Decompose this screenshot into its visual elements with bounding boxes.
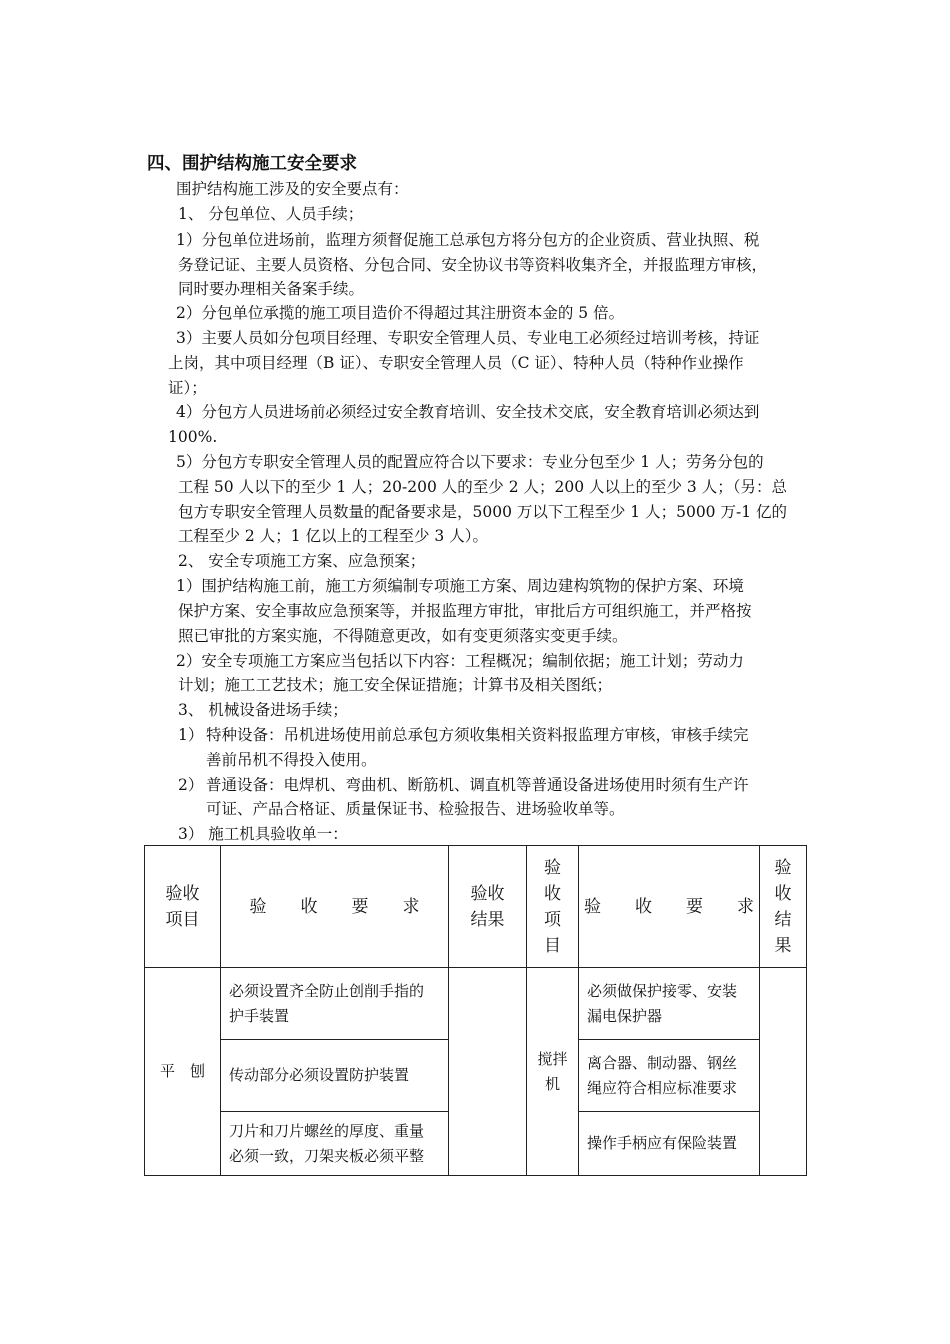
p1-5-line: 工程至少 2 人；1 亿以上的工程至少 3 人）。: [178, 527, 488, 545]
result-cell: [760, 968, 807, 1176]
p1-4-line: 100%.: [168, 428, 218, 446]
requirement-cell: 必须做保护接零、安装 漏电保护器: [579, 968, 760, 1040]
p1-2-text: 2）分包单位承揽的施工项目造价不得超过其注册资本金的 5 倍。: [176, 304, 625, 322]
header-result-2: 验 收 结 果: [760, 846, 807, 968]
category-mixer: 搅拌 机: [527, 968, 579, 1176]
sec1-title: 1、 分包单位、人员手续；: [178, 205, 364, 223]
p2-2-line: 计划；施工工艺技术；施工安全保证措施；计算书及相关图纸；: [178, 676, 613, 694]
requirement-cell: 必须设置齐全防止创削手指的 护手装置: [221, 968, 449, 1040]
sec2-title: 2、 安全专项施工方案、应急预案；: [178, 552, 426, 570]
inspection-table: [144, 845, 807, 1176]
p3-2-line: 可证、产品合格证、质量保证书、检验报告、进场验收单等。: [206, 800, 625, 818]
requirement-cell: 离合器、制动器、钢丝 绳应符合相应标准要求: [579, 1040, 760, 1112]
p3-1-number: 1）: [178, 726, 204, 744]
requirement-cell: 操作手柄应有保险装置: [579, 1112, 760, 1176]
intro-text: 围护结构施工涉及的安全要点有：: [176, 180, 409, 198]
p1-1-line: 同时要办理相关备案手续。: [178, 280, 365, 298]
requirement-cell: 刀片和刀片螺丝的厚度、重量 必须一致，刀架夹板必须平整: [221, 1112, 449, 1176]
section-heading: 四、围护结构施工安全要求: [147, 154, 357, 174]
header-result: 验收 结果: [449, 846, 527, 968]
p3-2-line: 普通设备：电焊机、弯曲机、断筋机、调直机等普通设备进场使用时须有生产许: [206, 776, 749, 794]
p1-1-line: 务登记证、主要人员资格、分包合同、安全协议书等资料收集齐全，并报监理方审核，: [178, 256, 768, 274]
p2-2-line: 2）安全专项施工方案应当包括以下内容：工程概况；编制依据；施工计划；劳动力: [176, 652, 744, 670]
p2-1-line: 保护方案、安全事故应急预案等，并报监理方审批，审批后方可组织施工，并严格按: [178, 602, 752, 620]
header-item-2: 验 收 项 目: [527, 846, 579, 968]
p1-1-line: 1）分包单位进场前，监理方须督促施工总承包方将分包方的企业资质、营业执照、税: [176, 231, 760, 249]
p1-3-line: 上岗，其中项目经理（B 证）、专职安全管理人员（C 证）、特种人员（特种作业操作: [168, 354, 744, 372]
p1-3-line: 3）主要人员如分包项目经理、专职安全管理人员、专业电工必须经过培训考核，持证: [176, 329, 760, 347]
p3-1-line: 特种设备：吊机进场使用前总承包方须收集相关资料报监理方审核，审核手续完: [206, 726, 749, 744]
p1-3-line: 证）；: [168, 379, 207, 397]
p3-2-number: 2）: [178, 776, 204, 794]
p1-5-line: 包方专职安全管理人员数量的配备要求是，5000 万以下工程至少 1 人；5000 万-1 亿的: [178, 503, 787, 521]
p1-5-line: 工程 50 人以下的至少 1 人；20-200 人的至少 2 人；200 人以上的至少 3 人；（另：总: [178, 478, 787, 496]
p3-3-text: 3） 施工机具验收单一：: [178, 825, 348, 843]
p1-5-line: 5）分包方专职安全管理人员的配置应符合以下要求：专业分包至少 1 人；劳务分包的: [176, 453, 764, 471]
sec3-title: 3、 机械设备进场手续；: [178, 701, 348, 719]
header-item: 验收 项目: [145, 846, 221, 968]
category-planer: 平 刨: [145, 968, 221, 1176]
requirement-cell: 传动部分必须设置防护装置: [221, 1040, 449, 1112]
p3-1-line: 善前吊机不得投入使用。: [206, 751, 377, 769]
header-requirement: 验 收 要 求: [221, 846, 449, 968]
p2-1-line: 1）围护结构施工前，施工方须编制专项施工方案、周边建构筑物的保护方案、环境: [176, 577, 744, 595]
header-requirement-2: 验 收 要 求: [579, 846, 760, 968]
p1-4-line: 4）分包方人员进场前必须经过安全教育培训、安全技术交底，安全教育培训必须达到: [176, 403, 760, 421]
result-cell: [449, 968, 527, 1176]
p2-1-line: 照已审批的方案实施，不得随意更改，如有变更须落实变更手续。: [178, 627, 628, 645]
